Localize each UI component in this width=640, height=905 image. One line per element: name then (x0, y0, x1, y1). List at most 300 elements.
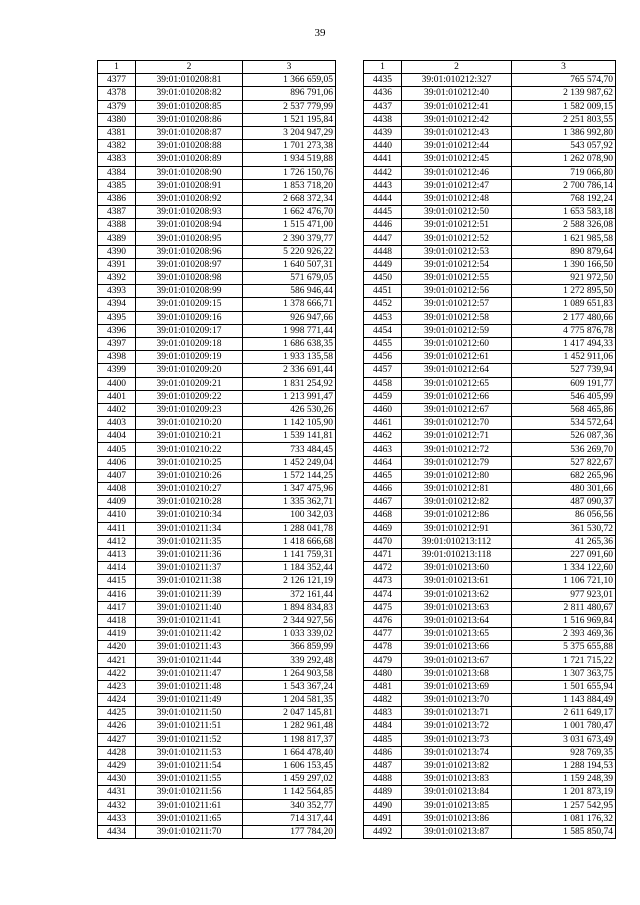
cadastral-number: 39:01:010212:48 (402, 192, 512, 205)
table-row (98, 720, 336, 733)
row-number: 4417 (98, 601, 136, 614)
cadastral-value: 372 161,44 (243, 588, 336, 601)
table-row (364, 483, 616, 496)
table-row (364, 496, 616, 509)
table-row (364, 773, 616, 786)
cadastral-value: 1 001 780,47 (512, 720, 616, 733)
row-number: 4450 (364, 272, 402, 285)
cadastral-value: 921 972,50 (512, 272, 616, 285)
table-row (364, 403, 616, 416)
row-number: 4432 (98, 799, 136, 812)
row-number: 4397 (98, 337, 136, 350)
page-number: 39 (314, 27, 326, 39)
row-number: 4480 (364, 667, 402, 680)
cadastral-number: 39:01:010210:25 (136, 456, 243, 469)
table-row (364, 825, 616, 838)
cadastral-value: 86 056,56 (512, 509, 616, 522)
cadastral-number: 39:01:010211:55 (136, 773, 243, 786)
table-row (364, 100, 616, 113)
table-row (98, 74, 336, 87)
row-number: 4414 (98, 562, 136, 575)
cadastral-value: 1 159 248,39 (512, 773, 616, 786)
table-row (364, 588, 616, 601)
table-row (364, 337, 616, 350)
row-number: 4481 (364, 680, 402, 693)
row-number: 4420 (98, 641, 136, 654)
row-number: 4478 (364, 641, 402, 654)
cadastral-number: 39:01:010213:82 (402, 759, 512, 772)
table-row (98, 377, 336, 390)
row-number: 4429 (98, 759, 136, 772)
table-header-row (98, 61, 336, 74)
table-row (364, 522, 616, 535)
table-row (364, 258, 616, 271)
row-number: 4476 (364, 614, 402, 627)
cadastral-number: 39:01:010208:98 (136, 272, 243, 285)
row-number: 4442 (364, 166, 402, 179)
cadastral-number: 39:01:010208:91 (136, 179, 243, 192)
cadastral-value: 177 784,20 (243, 825, 336, 838)
cadastral-number: 39:01:010213:66 (402, 641, 512, 654)
row-number: 4380 (98, 113, 136, 126)
table-row (98, 351, 336, 364)
cadastral-number: 39:01:010211:65 (136, 812, 243, 825)
row-number: 4384 (98, 166, 136, 179)
cadastral-value: 534 572,64 (512, 417, 616, 430)
cadastral-value: 1 089 651,83 (512, 298, 616, 311)
cadastral-number: 39:01:010211:36 (136, 548, 243, 561)
cadastral-value: 2 700 786,14 (512, 179, 616, 192)
cadastral-value: 768 192,24 (512, 192, 616, 205)
row-number: 4452 (364, 298, 402, 311)
cadastral-number: 39:01:010213:86 (402, 812, 512, 825)
table-row (98, 733, 336, 746)
table-row (98, 680, 336, 693)
row-number: 4439 (364, 126, 402, 139)
table-row (364, 364, 616, 377)
cadastral-value: 1 106 721,10 (512, 575, 616, 588)
table-row (364, 126, 616, 139)
cadastral-value: 361 530,72 (512, 522, 616, 535)
table-row (98, 126, 336, 139)
cadastral-value: 1 288 041,78 (243, 522, 336, 535)
cadastral-number: 39:01:010212:91 (402, 522, 512, 535)
row-number: 4486 (364, 746, 402, 759)
registry-table-left (97, 60, 336, 839)
row-number: 4460 (364, 403, 402, 416)
row-number: 4490 (364, 799, 402, 812)
cadastral-number: 39:01:010209:19 (136, 351, 243, 364)
table-row (364, 786, 616, 799)
table-row (98, 548, 336, 561)
table-row (98, 786, 336, 799)
table-row (98, 601, 336, 614)
table-row (98, 298, 336, 311)
table-row (364, 377, 616, 390)
table-row (364, 456, 616, 469)
row-number: 4440 (364, 140, 402, 153)
cadastral-number: 39:01:010210:20 (136, 417, 243, 430)
cadastral-value: 571 679,05 (243, 272, 336, 285)
cadastral-number: 39:01:010212:72 (402, 443, 512, 456)
cadastral-value: 1 288 194,53 (512, 759, 616, 772)
cadastral-value: 1 701 273,38 (243, 140, 336, 153)
cadastral-value: 1 142 564,85 (243, 786, 336, 799)
cadastral-number: 39:01:010212:64 (402, 364, 512, 377)
cadastral-value: 3 031 673,49 (512, 733, 616, 746)
table-row (364, 707, 616, 720)
table-row (98, 206, 336, 219)
table-row (364, 759, 616, 772)
table-row (98, 272, 336, 285)
registry-table-right (363, 60, 616, 839)
row-number: 4453 (364, 311, 402, 324)
cadastral-number: 39:01:010208:82 (136, 87, 243, 100)
cadastral-number: 39:01:010213:62 (402, 588, 512, 601)
row-number: 4491 (364, 812, 402, 825)
table-row (364, 74, 616, 87)
cadastral-value: 1 640 507,31 (243, 258, 336, 271)
cadastral-value: 480 301,66 (512, 483, 616, 496)
cadastral-value: 100 342,03 (243, 509, 336, 522)
row-number: 4459 (364, 390, 402, 403)
row-number: 4471 (364, 548, 402, 561)
cadastral-value: 1 998 771,44 (243, 324, 336, 337)
table-row (98, 707, 336, 720)
cadastral-value: 1 585 850,74 (512, 825, 616, 838)
cadastral-value: 765 574,70 (512, 74, 616, 87)
cadastral-value: 1 143 884,49 (512, 694, 616, 707)
table-row (98, 179, 336, 192)
cadastral-value: 1 335 362,71 (243, 496, 336, 509)
cadastral-number: 39:01:010211:44 (136, 654, 243, 667)
row-number: 4386 (98, 192, 136, 205)
row-number: 4470 (364, 535, 402, 548)
table-row (364, 812, 616, 825)
row-number: 4409 (98, 496, 136, 509)
table-row (98, 773, 336, 786)
cadastral-value: 5 375 655,88 (512, 641, 616, 654)
table-row (98, 588, 336, 601)
row-number: 4473 (364, 575, 402, 588)
table-row (98, 825, 336, 838)
table-row (364, 298, 616, 311)
cadastral-number: 39:01:010212:60 (402, 337, 512, 350)
row-number: 4381 (98, 126, 136, 139)
cadastral-value: 4 775 876,78 (512, 324, 616, 337)
row-number: 4407 (98, 469, 136, 482)
row-number: 4477 (364, 628, 402, 641)
cadastral-value: 2 393 469,36 (512, 628, 616, 641)
table-row (98, 417, 336, 430)
cadastral-number: 39:01:010208:87 (136, 126, 243, 139)
cadastral-value: 2 126 121,19 (243, 575, 336, 588)
table-row (98, 100, 336, 113)
row-number: 4433 (98, 812, 136, 825)
cadastral-number: 39:01:010209:15 (136, 298, 243, 311)
cadastral-number: 39:01:010213:67 (402, 654, 512, 667)
row-number: 4455 (364, 337, 402, 350)
row-number: 4393 (98, 285, 136, 298)
cadastral-number: 39:01:010212:61 (402, 351, 512, 364)
cadastral-number: 39:01:010209:17 (136, 324, 243, 337)
row-number: 4436 (364, 87, 402, 100)
cadastral-number: 39:01:010212:65 (402, 377, 512, 390)
cadastral-value: 543 057,92 (512, 140, 616, 153)
cadastral-value: 2 668 372,34 (243, 192, 336, 205)
row-number: 4390 (98, 245, 136, 258)
row-number: 4425 (98, 707, 136, 720)
cadastral-number: 39:01:010212:71 (402, 430, 512, 443)
cadastral-value: 1 141 759,31 (243, 548, 336, 561)
row-number: 4447 (364, 232, 402, 245)
row-number: 4389 (98, 232, 136, 245)
cadastral-value: 1 459 297,02 (243, 773, 336, 786)
row-number: 4469 (364, 522, 402, 535)
cadastral-number: 39:01:010211:39 (136, 588, 243, 601)
cadastral-value: 714 317,44 (243, 812, 336, 825)
row-number: 4382 (98, 140, 136, 153)
table-row (364, 272, 616, 285)
cadastral-number: 39:01:010211:51 (136, 720, 243, 733)
cadastral-value: 1 204 581,35 (243, 694, 336, 707)
table-row (98, 153, 336, 166)
cadastral-value: 1 033 339,02 (243, 628, 336, 641)
row-number: 4377 (98, 74, 136, 87)
cadastral-value: 2 177 480,66 (512, 311, 616, 324)
table-row (364, 140, 616, 153)
cadastral-number: 39:01:010212:41 (402, 100, 512, 113)
cadastral-number: 39:01:010213:68 (402, 667, 512, 680)
cadastral-value: 896 791,06 (243, 87, 336, 100)
cadastral-value: 2 811 480,67 (512, 601, 616, 614)
cadastral-value: 733 484,45 (243, 443, 336, 456)
row-number: 4428 (98, 746, 136, 759)
table-row (364, 153, 616, 166)
cadastral-number: 39:01:010208:97 (136, 258, 243, 271)
cadastral-value: 1 347 475,96 (243, 483, 336, 496)
cadastral-number: 39:01:010212:59 (402, 324, 512, 337)
cadastral-value: 5 220 926,22 (243, 245, 336, 258)
cadastral-number: 39:01:010212:70 (402, 417, 512, 430)
cadastral-value: 1 142 105,90 (243, 417, 336, 430)
cadastral-number: 39:01:010212:66 (402, 390, 512, 403)
table-row (98, 166, 336, 179)
table-row (364, 351, 616, 364)
cadastral-value: 1 515 471,00 (243, 219, 336, 232)
row-number: 4465 (364, 469, 402, 482)
row-number: 4394 (98, 298, 136, 311)
row-number: 4451 (364, 285, 402, 298)
cadastral-number: 39:01:010211:35 (136, 535, 243, 548)
column-header-value: 3 (512, 61, 616, 74)
row-number: 4475 (364, 601, 402, 614)
table-row (364, 113, 616, 126)
cadastral-number: 39:01:010213:118 (402, 548, 512, 561)
cadastral-number: 39:01:010212:50 (402, 206, 512, 219)
table-row (364, 680, 616, 693)
cadastral-number: 39:01:010212:86 (402, 509, 512, 522)
cadastral-number: 39:01:010211:50 (136, 707, 243, 720)
cadastral-value: 2 390 379,77 (243, 232, 336, 245)
cadastral-number: 39:01:010209:21 (136, 377, 243, 390)
cadastral-number: 39:01:010213:69 (402, 680, 512, 693)
cadastral-number: 39:01:010212:47 (402, 179, 512, 192)
cadastral-number: 39:01:010211:53 (136, 746, 243, 759)
row-number: 4458 (364, 377, 402, 390)
row-number: 4437 (364, 100, 402, 113)
cadastral-number: 39:01:010210:21 (136, 430, 243, 443)
cadastral-value: 1 081 176,32 (512, 812, 616, 825)
row-number: 4445 (364, 206, 402, 219)
row-number: 4415 (98, 575, 136, 588)
row-number: 4482 (364, 694, 402, 707)
cadastral-number: 39:01:010209:16 (136, 311, 243, 324)
cadastral-number: 39:01:010208:96 (136, 245, 243, 258)
cadastral-value: 1 417 494,33 (512, 337, 616, 350)
cadastral-number: 39:01:010208:94 (136, 219, 243, 232)
row-number: 4404 (98, 430, 136, 443)
cadastral-number: 39:01:010212:56 (402, 285, 512, 298)
cadastral-value: 1 257 542,95 (512, 799, 616, 812)
table-row (364, 219, 616, 232)
cadastral-number: 39:01:010211:38 (136, 575, 243, 588)
row-number: 4421 (98, 654, 136, 667)
cadastral-number: 39:01:010209:23 (136, 403, 243, 416)
cadastral-value: 682 265,96 (512, 469, 616, 482)
cadastral-number: 39:01:010213:65 (402, 628, 512, 641)
table-row (98, 232, 336, 245)
cadastral-value: 2 344 927,56 (243, 614, 336, 627)
cadastral-number: 39:01:010212:52 (402, 232, 512, 245)
row-number: 4395 (98, 311, 136, 324)
cadastral-number: 39:01:010212:54 (402, 258, 512, 271)
cadastral-number: 39:01:010211:47 (136, 667, 243, 680)
row-number: 4400 (98, 377, 136, 390)
table-row (364, 654, 616, 667)
cadastral-value: 2 047 145,81 (243, 707, 336, 720)
table-row (364, 509, 616, 522)
row-number: 4427 (98, 733, 136, 746)
cadastral-number: 39:01:010208:95 (136, 232, 243, 245)
cadastral-value: 568 465,86 (512, 403, 616, 416)
row-number: 4441 (364, 153, 402, 166)
row-number: 4405 (98, 443, 136, 456)
row-number: 4399 (98, 364, 136, 377)
row-number: 4378 (98, 87, 136, 100)
table-row (364, 443, 616, 456)
row-number: 4406 (98, 456, 136, 469)
table-row (364, 733, 616, 746)
table-row (364, 206, 616, 219)
row-number: 4462 (364, 430, 402, 443)
table-row (98, 509, 336, 522)
table-row (364, 720, 616, 733)
table-header-row (364, 61, 616, 74)
cadastral-value: 1 516 969,84 (512, 614, 616, 627)
column-header-number: 1 (98, 61, 136, 74)
cadastral-number: 39:01:010208:92 (136, 192, 243, 205)
cadastral-number: 39:01:010208:99 (136, 285, 243, 298)
cadastral-number: 39:01:010210:27 (136, 483, 243, 496)
cadastral-number: 39:01:010208:89 (136, 153, 243, 166)
cadastral-number: 39:01:010213:87 (402, 825, 512, 838)
row-number: 4435 (364, 74, 402, 87)
cadastral-number: 39:01:010211:37 (136, 562, 243, 575)
cadastral-value: 1 521 195,84 (243, 113, 336, 126)
table-row (98, 654, 336, 667)
cadastral-number: 39:01:010212:80 (402, 469, 512, 482)
cadastral-number: 39:01:010211:48 (136, 680, 243, 693)
row-number: 4464 (364, 456, 402, 469)
row-number: 4468 (364, 509, 402, 522)
table-row (364, 548, 616, 561)
cadastral-value: 546 405,99 (512, 390, 616, 403)
cadastral-value: 527 822,67 (512, 456, 616, 469)
cadastral-number: 39:01:010213:71 (402, 707, 512, 720)
cadastral-number: 39:01:010213:74 (402, 746, 512, 759)
table-row (364, 390, 616, 403)
table-row (364, 179, 616, 192)
row-number: 4412 (98, 535, 136, 548)
table-row (98, 469, 336, 482)
cadastral-number: 39:01:010213:72 (402, 720, 512, 733)
cadastral-number: 39:01:010212:51 (402, 219, 512, 232)
row-number: 4431 (98, 786, 136, 799)
cadastral-number: 39:01:010213:85 (402, 799, 512, 812)
cadastral-value: 2 139 987,62 (512, 87, 616, 100)
cadastral-number: 39:01:010209:22 (136, 390, 243, 403)
cadastral-number: 39:01:010212:79 (402, 456, 512, 469)
row-number: 4449 (364, 258, 402, 271)
table-row (364, 192, 616, 205)
table-row (98, 522, 336, 535)
row-number: 4472 (364, 562, 402, 575)
table-row (364, 667, 616, 680)
row-number: 4392 (98, 272, 136, 285)
table-row (98, 614, 336, 627)
table-row (98, 483, 336, 496)
cadastral-number: 39:01:010211:70 (136, 825, 243, 838)
column-header-value: 3 (243, 61, 336, 74)
cadastral-number: 39:01:010213:60 (402, 562, 512, 575)
cadastral-value: 1 282 961,48 (243, 720, 336, 733)
table-row (364, 311, 616, 324)
cadastral-number: 39:01:010211:40 (136, 601, 243, 614)
cadastral-number: 39:01:010211:56 (136, 786, 243, 799)
row-number: 4479 (364, 654, 402, 667)
cadastral-number: 39:01:010213:61 (402, 575, 512, 588)
cadastral-number: 39:01:010209:20 (136, 364, 243, 377)
cadastral-value: 1 334 122,60 (512, 562, 616, 575)
cadastral-value: 3 204 947,29 (243, 126, 336, 139)
table-row (98, 535, 336, 548)
cadastral-value: 1 582 009,15 (512, 100, 616, 113)
table-row (364, 87, 616, 100)
table-row (98, 746, 336, 759)
table-row (364, 245, 616, 258)
row-number: 4487 (364, 759, 402, 772)
cadastral-number: 39:01:010208:93 (136, 206, 243, 219)
table-row (98, 87, 336, 100)
cadastral-value: 1 390 166,50 (512, 258, 616, 271)
table-row (98, 285, 336, 298)
cadastral-value: 1 201 873,19 (512, 786, 616, 799)
table-row (98, 628, 336, 641)
cadastral-value: 227 091,60 (512, 548, 616, 561)
cadastral-number: 39:01:010212:58 (402, 311, 512, 324)
table-row (98, 403, 336, 416)
